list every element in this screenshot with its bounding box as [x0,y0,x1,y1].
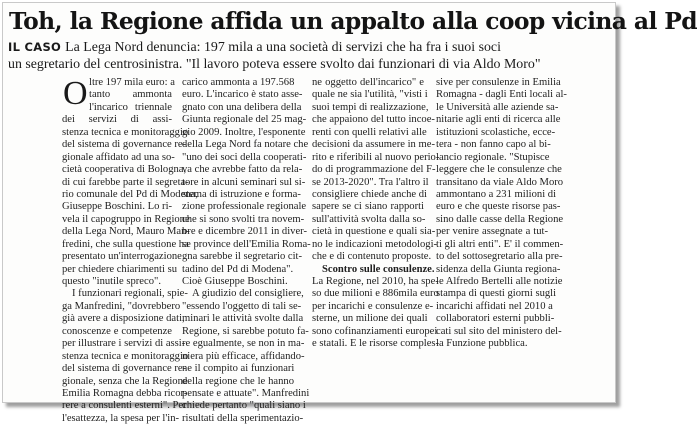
col3-text-line: renti con quelli relativi alle [312,126,427,138]
col2-text-line: carico ammonta a 197.568 [182,77,295,88]
section-kicker: IL CASO [8,40,62,54]
col3-text-line: Scontro sulle consulenze. [322,263,435,275]
drop-cap: O [63,75,88,112]
col1-text-line: della Lega Nord, Mauro Man- [62,226,190,238]
col2-text-line: risultati della sperimentazio- [182,412,304,424]
col3-text-line: per incarichi e consulenze e- [312,300,434,312]
col2-text-line: ne il compito ai funzionari [182,363,295,375]
col1-text-line: tanto ammonta [89,89,172,101]
col1-text-line: fredini, che sulla questione ha [62,238,189,250]
article-column-4 [436,77,567,351]
col2-text-line: euro. L'incarico è stato asse- [182,89,303,101]
col4-text-line: sino dalle casse della Regione [436,213,564,225]
col1-text-line: di cui farebbe parte il segreta- [62,176,189,188]
col4-text-line: ammontano a 231 milioni di [436,188,557,200]
col4-text-line: Romagna - dagli Enti locali al- [436,89,567,101]
col2-text-line: tadino del Pd di Modena". [182,263,294,275]
col1-text-line: l'esattezza, la spesa per l'in- [62,412,180,424]
subhead-line-2: un segretario del centrosinistra. "Il lavoro poteva essere svolto dai funzionari di via Aldo Moro" [8,56,541,72]
col2-text-line: Cioè Giuseppe Boschini. [182,276,288,287]
col1-text-line: del sistema di governance re- [62,139,187,151]
col3-text-line: se 2013-2020". Tra l'altro il [312,176,429,188]
col4-text-line: incarichi affidati nel 2010 a [436,300,553,312]
col2-text-line: zione professionale regionale [182,201,307,213]
col2-text-line: tore in alcuni seminari sul si- [182,176,306,188]
col2-text-line: "essendo l'oggetto di tali se- [182,300,302,312]
col2-text-line: che si sono svolti tra novem- [182,213,305,225]
col2-text-line: pensate e attuate". Manfredini [182,387,310,399]
col3-text-line: ne oggetto dell'incarico" e [312,77,424,88]
col2-text-line: gna sarebbe il segretario cit- [182,251,303,263]
col2-text-line: gnato con una delibera della [182,101,302,113]
col3-text-line: sono cofinanziamenti europei [312,325,438,337]
col1-text-line: I funzionari regionali, spie- [72,288,188,300]
col1-text-line: gionale affidato ad una so- [62,151,175,163]
col4-text-line: cati sul sito del ministero del- [436,325,562,337]
col2-text-line: Giunta regionale del 25 mag- [182,114,307,126]
col1-text-line: del sistema di governance re- [62,363,187,375]
col3-text-line: consigliere chiede anche di [312,188,428,200]
col3-text-line: sterne, un milione dei quali [312,313,428,325]
col2-text-line: gio 2009. Inoltre, l'esponente [182,126,306,138]
col3-text-line: La Regione, nel 2010, ha spe- [312,276,439,287]
col3-text-line: no le indicazioni metodologi- [312,238,438,250]
article-column-1 [62,77,198,425]
col1-text-line: presentato un'interrogazione [62,251,182,263]
col2-text-line: se province dell'Emilia Roma- [182,238,311,250]
article-column-2 [182,77,311,425]
article-column-3 [312,77,440,351]
col2-text-line: stema di istruzione e forma- [182,188,301,200]
col1-text-line: vela il capogruppo in Regione [62,213,190,225]
col3-text-line: sull'attività svolta dalla so- [312,213,426,225]
col1-text-line: ga Manfredini, "dovrebbero [62,300,181,312]
col1-text-line: conoscenze e competenze [62,325,172,337]
col3-text-line: che e di contenuto proposte. [312,251,432,263]
col3-text-line: do di programmazione del F- [312,164,436,176]
col1-text-line: già avere a disposizione dati, [62,313,185,325]
col1-text-line: per chiedere chiarimenti su [62,263,178,275]
col4-text-line: nitarie agli enti di ricerca alle [436,114,561,126]
col1-text-line: per illustrare i servizi di assi- [62,338,186,350]
col1-text-line: gionale, senza che la Regione [62,375,188,387]
col3-text-line: decisioni da assumere in me- [312,139,435,151]
col1-text-line: dei servizi di assi- [62,114,172,126]
col2-text-line: Regione, si sarebbe potuto fa- [182,325,309,337]
col4-text-line: la Funzione pubblica. [436,338,528,350]
col2-text-line: minari le attività svolte dalla [182,313,304,325]
subhead-text-1: La Lega Nord denuncia: 197 mila a una società di servizi che ha fra i suoi soci [65,40,501,55]
col1-text-line: stenza tecnica e monitoraggio [62,126,189,138]
col3-text-line: rito e riferibili al nuovo perio- [312,151,440,163]
subheadline [8,39,614,73]
col4-text-line: collaboratori esterni pubbli- [436,313,555,325]
col4-text-line: stampa di questi giorni sugli [436,288,557,300]
col1-text-line: Giuseppe Boschini. Lo ri- [62,201,173,213]
col3-text-line: suoi tempi di realizzazione, [312,101,429,113]
col3-text-line: so due milioni e 886mila euro [312,288,439,300]
col2-text-line: chiede pertanto "quali siano i [182,400,306,412]
col3-text-line: cietà in questione e quali sia- [312,226,436,238]
col3-text-line: sapere se ci siano rapporti [312,201,424,213]
col4-text-line: sidenza della Giunta regiona- [436,263,561,275]
col2-text-line: va che avrebbe fatto da rela- [182,164,303,176]
col2-text-line: re egualmente, se non in ma- [182,338,305,350]
col3-text-line: che appaiono del tutto incoe- [312,114,435,126]
col2-text-line: bre e dicembre 2011 in diver- [182,226,307,238]
col4-text-line: istituzioni scolastiche, ecce- [436,126,556,138]
col4-text-line: ti gli altri enti". E' il commen- [436,238,564,250]
col4-text-line: le Università alle aziende sa- [436,101,559,113]
col2-text-line: della regione che le hanno [182,375,294,387]
col4-text-line: lancio regionale. "Stupisce [436,151,550,163]
col4-text-line: euro e che queste risorse pas- [436,201,561,213]
col2-text-line: niera più efficace, affidando- [182,350,305,362]
col4-text-line: sive per consulenze in Emilia [436,77,561,88]
col2-text-line: "uno dei soci della cooperati- [182,151,307,163]
col3-text-line: e statali. E le risorse comples- [312,338,440,350]
col4-text-line: leggere che le consulenze che [436,164,562,176]
col1-text-line: Emilia Romagna debba ricor- [62,387,188,399]
headline: Toh, la Regione affida un appalto alla coop vicina al Pd [9,7,697,35]
col3-text-line: quale ne sia l'utilità, "visti i [312,89,428,101]
col2-text-line: della Lega Nord fa notare che [182,139,309,151]
col4-text-line: transitano da viale Aldo Moro [436,176,564,188]
col4-text-line: per venire assegnate a tut- [436,226,548,238]
col4-text-line: to del sottosegretario alla pre- [436,251,563,263]
col1-text-line: l'incarico triennale [89,101,172,113]
col1-text-line: ltre 197 mila euro: a [89,77,175,88]
col1-text-line: questo "inutile spreco". [62,276,161,287]
subhead-line-1 [8,39,614,57]
col2-text-line: A giudizio del consigliere, [192,288,304,300]
col1-text-line: rere a consulenti esterni". Per [62,400,187,412]
col1-text-line: cietà cooperativa di Bologna, [62,164,187,176]
col1-text-line: stenza tecnica e monitoraggio [62,350,189,362]
col1-text-line: rio comunale del Pd di Modena, [62,188,198,200]
col4-text-line: le Alfredo Bertelli alle notizie [436,276,563,287]
col4-text-line: tera - non fanno capo al bi- [436,139,551,151]
